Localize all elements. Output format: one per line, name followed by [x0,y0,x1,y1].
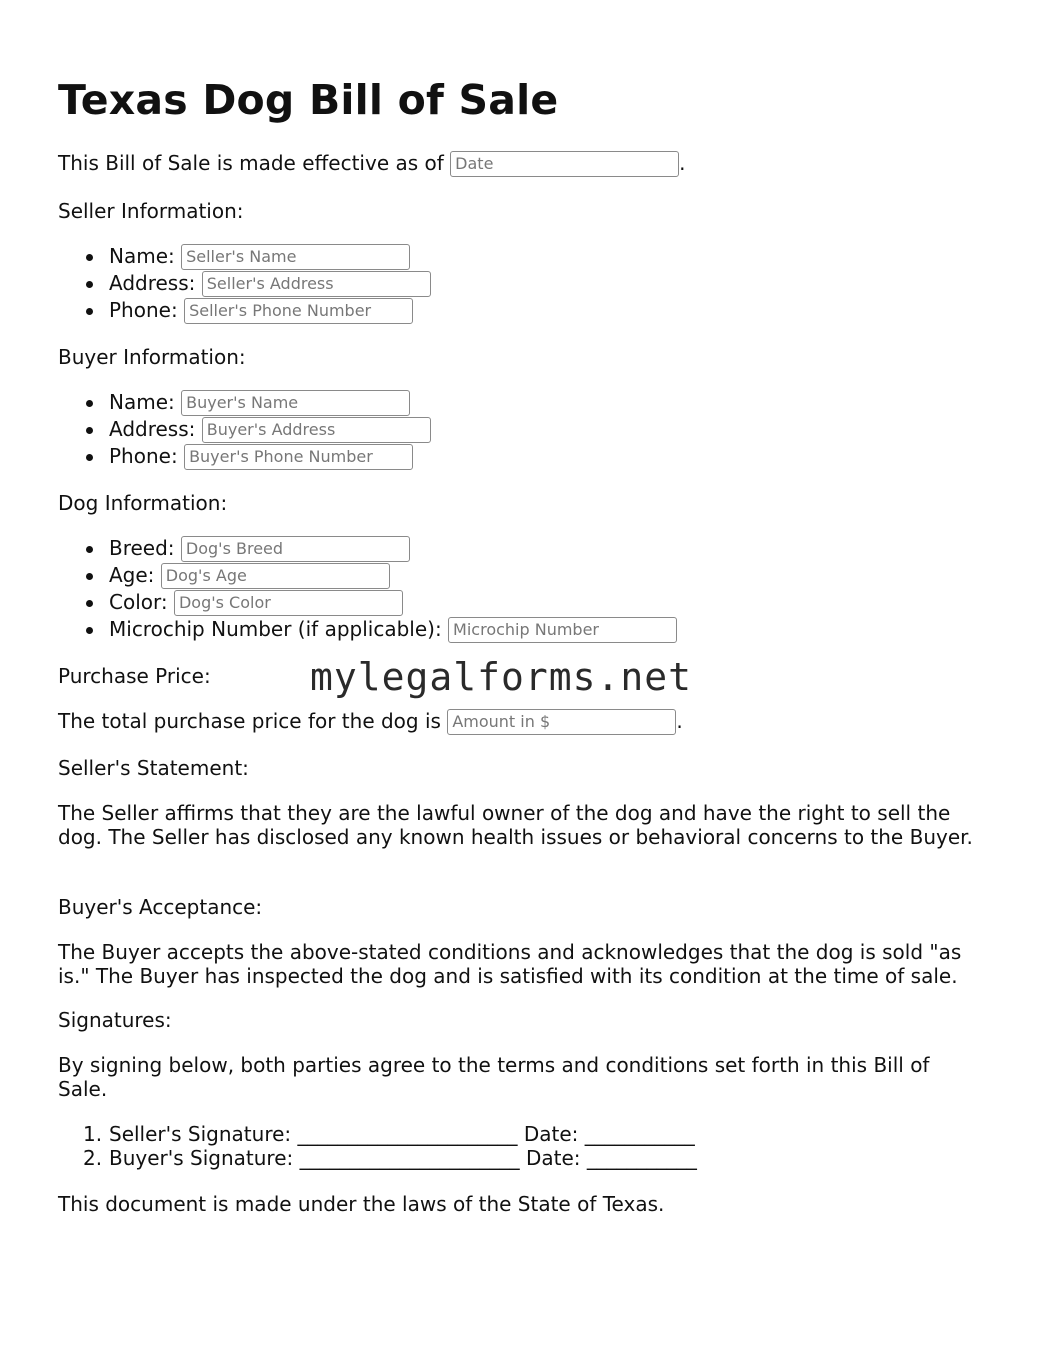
buyer-information-heading: Buyer Information: [58,345,246,369]
effective-date-prefix: This Bill of Sale is made effective as of [58,151,444,175]
seller-information-heading: Seller Information: [58,199,244,223]
buyer-name-input[interactable] [181,390,410,416]
effective-date-suffix: . [679,151,686,175]
list-item [109,389,431,416]
governing-law-footer: This document is made under the laws of the State of Texas. [58,1192,665,1216]
list-item [109,562,677,589]
list-item [109,297,431,324]
signatures-intro: By signing below, both parties agree to the terms and conditions set forth in this Bill of Sale. [58,1053,930,1101]
purchase-price-heading: Purchase Price: [58,664,211,688]
buyer-acceptance-heading: Buyer's Acceptance: [58,895,263,919]
effective-date-line [58,151,686,178]
list-item [109,270,431,297]
dog-information-heading: Dog Information: [58,491,228,515]
purchase-price-prefix: The total purchase price for the dog is [58,709,441,733]
seller-information-list [58,243,431,324]
dog-age-label: Age: [109,563,155,587]
signature-list [58,1122,697,1170]
buyer-name-label: Name: [109,390,175,414]
seller-name-input[interactable] [181,244,410,270]
seller-statement-text: The Seller affirms that they are the lawful owner of the dog and have the right to sell the dog. The Seller has disclosed any known health issues or behavioral concerns to the Buyer. [58,801,973,849]
buyer-signature-text: Buyer's Signature: ______________________ Date: ___________ [109,1146,697,1170]
seller-address-label: Address: [109,271,196,295]
buyer-signature-line[interactable] [83,1146,697,1170]
list-item [109,535,677,562]
list-item [109,416,431,443]
list-item [109,589,677,616]
buyer-phone-input[interactable] [184,444,413,470]
dog-breed-input[interactable] [181,536,410,562]
buyer-address-label: Address: [109,417,196,441]
page-title: Texas Dog Bill of Sale [58,76,559,124]
seller-signature-text: Seller's Signature: ______________________ Date: ___________ [109,1122,695,1146]
list-number: 1. [83,1122,103,1146]
dog-information-list [58,535,677,643]
purchase-price-line [58,709,683,736]
dog-age-input[interactable] [161,563,390,589]
list-item [109,243,431,270]
seller-signature-line[interactable] [83,1122,697,1146]
list-number: 2. [83,1146,103,1170]
watermark-logo: mylegalforms.net [310,655,693,699]
purchase-amount-input[interactable] [447,709,676,735]
seller-phone-input[interactable] [184,298,413,324]
dog-breed-label: Breed: [109,536,175,560]
dog-color-label: Color: [109,590,168,614]
dog-color-input[interactable] [174,590,403,616]
signatures-heading: Signatures: [58,1008,172,1032]
dog-microchip-input[interactable] [448,617,677,643]
dog-microchip-label: Microchip Number (if applicable): [109,617,442,641]
buyer-address-input[interactable] [202,417,431,443]
effective-date-input[interactable] [450,151,679,177]
list-item [109,616,677,643]
seller-statement-heading: Seller's Statement: [58,756,249,780]
seller-phone-label: Phone: [109,298,178,322]
buyer-acceptance-text: The Buyer accepts the above-stated conditions and acknowledges that the dog is sold "as is." The Buyer has inspected the dog and is satisfied with its condition at the time of sale. [58,940,962,988]
buyer-phone-label: Phone: [109,444,178,468]
buyer-information-list [58,389,431,470]
list-item [109,443,431,470]
purchase-price-suffix: . [676,709,683,733]
seller-name-label: Name: [109,244,175,268]
seller-address-input[interactable] [202,271,431,297]
